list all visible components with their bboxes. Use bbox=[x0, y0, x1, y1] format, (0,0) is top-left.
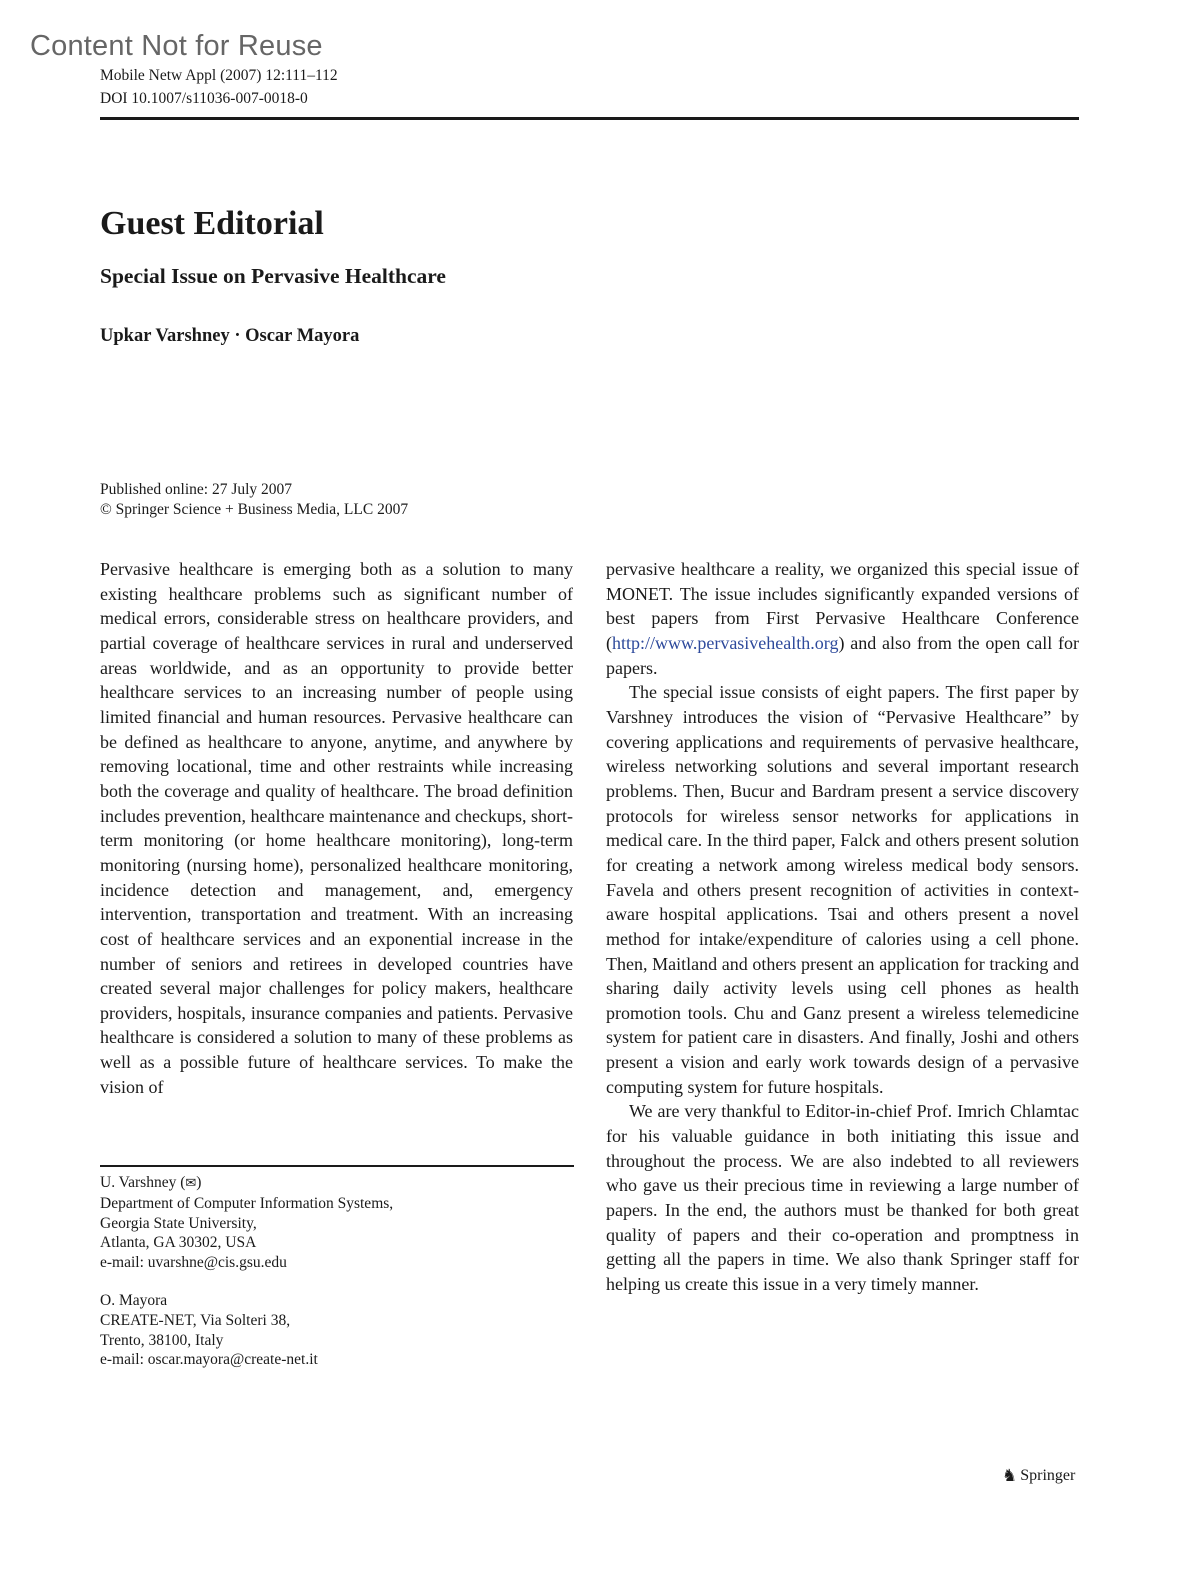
body-paragraph-continued bbox=[606, 557, 1079, 680]
affiliation-org: Georgia State University, bbox=[100, 1214, 257, 1232]
author-name: U. Varshney ( bbox=[100, 1174, 186, 1191]
affiliation-email: e-mail: uvarshne@cis.gsu.edu bbox=[100, 1254, 287, 1272]
journal-citation: Mobile Netw Appl (2007) 12:111–112 bbox=[100, 67, 338, 84]
conference-link[interactable]: http://www.pervasivehealth.org bbox=[612, 632, 839, 653]
body-paragraph-2: The special issue consists of eight papers. The first paper by Varshney introduces the vision of “Pervasive Healthcare” by covering applications and requirements of pervasive healthcare, wireless networking solutions and several important research problems. Then, Bucur and Bardram present a service discovery protocols for wireless sensor networks for applications in medical care. In the third paper, Falck and others present solution for creating a network among wireless medical body sensors. Favela and others present recognition of activities in context-aware hospital applications. Tsai and others present a novel method for intake/expenditure of calories using a cell phone. Then, Maitland and others present an application for tracking and sharing daily activity levels using cell phones as health promotion tools. Chu and Ganz present a wireless telemedicine system for patient care in disasters. And finally, Joshi and others present a vision and early work towards design of a pervasive computing system for future hospitals. bbox=[606, 682, 1079, 1097]
affiliation-varshney bbox=[100, 1173, 393, 1273]
journal-info bbox=[100, 64, 338, 110]
article-authors: Upkar Varshney · Oscar Mayora bbox=[100, 326, 360, 346]
body-paragraph-1: Pervasive healthcare is emerging both as a solution to many existing healthcare problems such as significant number of medical errors, considerable stress on healthcare providers, and partial coverage of healthcare services in rural and underserved areas worldwide, and as an opportunity to provide better healthcare services to an increasing number of people using limited financial and human resources. Pervasive healthcare can be defined as healthcare to anyone, anytime, and anywhere by removing locational, time and other restraints while increasing both the coverage and quality of healthcare. The broad definition includes prevention, healthcare maintenance and checkups, short-term monitoring (or home healthcare monitoring), long-term monitoring (nursing home), personalized healthcare monitoring, incidence detection and management, and, emergency intervention, transportation and treatment. With an increasing cost of healthcare services and an exponential increase in the number of seniors and retirees in developed countries have created several major challenges for policy makers, healthcare providers, hospitals, insurance companies and patients. Pervasive healthcare is considered a solution to many of these problems as well as a possible future of healthcare services. To make the vision of bbox=[100, 559, 573, 1097]
watermark: Content Not for Reuse bbox=[30, 30, 323, 62]
body-paragraph-3: We are very thankful to Editor-in-chief Prof. Imrich Chlamtac for his valuable guidance in both initiating this issue and throughout the process. We are also indebted to all reviewers who gave us their precious time in reviewing a large number of papers. In the end, the authors must be thanked for both great quality of papers and their co-operation and promptness in getting all the papers in time. We also thank Springer staff for helping us create this issue in a very timely manner. bbox=[606, 1101, 1079, 1295]
copyright-line: © Springer Science + Business Media, LLC 2007 bbox=[100, 501, 409, 518]
journal-doi: DOI 10.1007/s11036-007-0018-0 bbox=[100, 90, 308, 107]
body-column-left bbox=[100, 557, 573, 1099]
paren-close: ) bbox=[196, 1174, 202, 1191]
publisher-logo bbox=[1002, 1466, 1075, 1486]
paragraph-text: ) and also from the open call for papers. bbox=[606, 632, 1079, 678]
affiliation-org: CREATE-NET, Via Solteri 38, bbox=[100, 1311, 291, 1329]
envelope-icon: ✉ bbox=[185, 1176, 197, 1191]
springer-horse-icon: ♞ bbox=[1002, 1466, 1018, 1486]
affiliation-name bbox=[100, 1173, 393, 1194]
affiliation-department: Department of Computer Information Systems, bbox=[100, 1194, 394, 1212]
paragraph-text: pervasive healthcare a reality, we organized this special issue of MONET. The issue includes significantly expanded versions of best papers from First Pervasive Healthcare Conference ( bbox=[606, 559, 1079, 653]
footnote-rule bbox=[100, 1165, 574, 1167]
publisher-name: Springer bbox=[1020, 1467, 1076, 1484]
affiliation-name: O. Mayora bbox=[100, 1292, 168, 1309]
body-column-right bbox=[606, 557, 1079, 1297]
affiliation-location: Atlanta, GA 30302, USA bbox=[100, 1234, 257, 1252]
article-subtitle: Special Issue on Pervasive Healthcare bbox=[100, 264, 446, 288]
published-date: Published online: 27 July 2007 bbox=[100, 481, 293, 498]
header-rule bbox=[100, 117, 1079, 120]
article-title: Guest Editorial bbox=[100, 205, 324, 242]
affiliation-location: Trento, 38100, Italy bbox=[100, 1331, 224, 1349]
affiliation-mayora bbox=[100, 1291, 318, 1370]
publication-info bbox=[100, 480, 408, 520]
affiliation-email: e-mail: oscar.mayora@create-net.it bbox=[100, 1351, 318, 1369]
